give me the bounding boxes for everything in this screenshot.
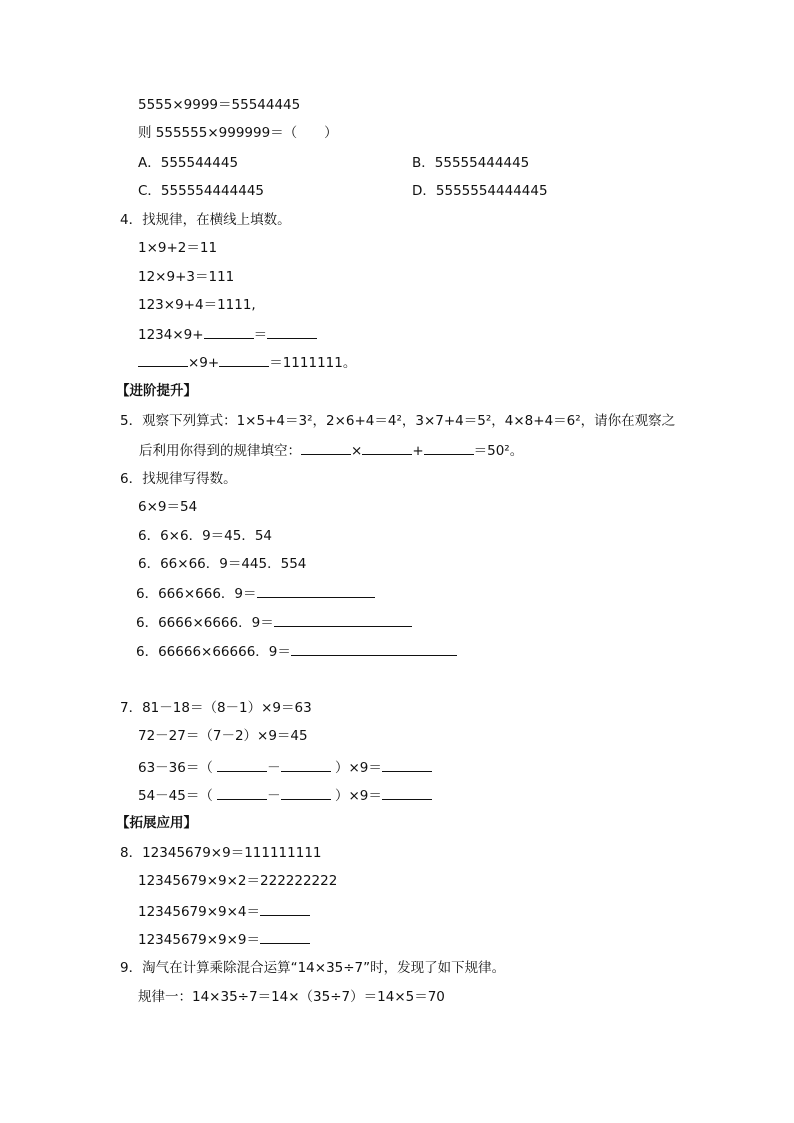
- q3-question: 则 555555×999999＝（ ）: [138, 125, 338, 141]
- answer-blank[interactable]: [260, 902, 310, 916]
- q5-end: ＝50²。: [473, 443, 524, 459]
- q7-fill1-expr: 63－36＝: [138, 760, 200, 776]
- q4-fill1-eq: ＝: [253, 327, 268, 343]
- q5-line-2: [139, 441, 523, 460]
- q9-line-1: 9．淘气在计算乘除混合运算“14×35÷7”时，发现了如下规律。: [120, 960, 506, 976]
- q8-fill-2: [138, 930, 310, 949]
- close-paren-times-nine: ）×9＝: [334, 788, 382, 804]
- open-paren: （: [199, 760, 213, 776]
- answer-blank[interactable]: [424, 441, 474, 455]
- q4-fill1-prefix: 1234×9+: [138, 327, 204, 343]
- q6-title: 6．找规律写得数。: [120, 471, 237, 487]
- answer-blank[interactable]: [217, 786, 267, 800]
- answer-blank[interactable]: [274, 613, 412, 627]
- q5-line2-prefix: 后利用你得到的规律填空：: [139, 443, 301, 459]
- answer-blank[interactable]: [382, 758, 432, 772]
- answer-blank[interactable]: [362, 441, 412, 455]
- q8-line-2: 12345679×9×2＝222222222: [138, 873, 338, 889]
- q8-fill-1: [138, 902, 310, 921]
- q7-fill-1: [138, 758, 432, 777]
- q6-fill-3: [136, 642, 457, 661]
- q3-option-b[interactable]: B．55555444445: [412, 155, 530, 171]
- q8-line-1: 8．12345679×9＝111111111: [120, 845, 322, 861]
- q4-title: 4．找规律，在横线上填数。: [120, 212, 291, 228]
- q6-fill-2: [136, 613, 412, 632]
- q8-fill2-expr: 12345679×9×9＝: [138, 932, 261, 948]
- answer-blank[interactable]: [138, 353, 188, 367]
- q8-fill1-expr: 12345679×9×4＝: [138, 904, 261, 920]
- q7-fill-2: [138, 786, 432, 805]
- close-paren-times-nine: ）×9＝: [334, 760, 382, 776]
- q6-fill3-expr: 6．66666×66666．9＝: [136, 644, 291, 660]
- q3-option-a[interactable]: A．555544445: [138, 155, 239, 171]
- answer-blank[interactable]: [219, 353, 269, 367]
- section-heading-advanced: 【进阶提升】: [116, 383, 197, 399]
- q4-fill2-mid: ×9+: [188, 355, 220, 371]
- q3-option-c[interactable]: C．555554444445: [138, 183, 264, 199]
- q4-fill2-end: ＝1111111。: [269, 355, 357, 371]
- answer-blank[interactable]: [204, 325, 254, 339]
- answer-blank[interactable]: [257, 584, 375, 598]
- answer-blank[interactable]: [217, 758, 267, 772]
- answer-blank[interactable]: [281, 758, 331, 772]
- answer-blank[interactable]: [281, 786, 331, 800]
- section-heading-extension: 【拓展应用】: [116, 815, 197, 831]
- q4-line-3: 123×9+4＝1111,: [138, 297, 256, 313]
- minus-sign: －: [267, 760, 281, 776]
- q6-fill1-expr: 6．666×666．9＝: [136, 586, 257, 602]
- q6-fill2-expr: 6．6666×6666．9＝: [136, 615, 274, 631]
- minus-sign: －: [267, 788, 281, 804]
- q5-plus: +: [412, 443, 424, 459]
- q4-fill-line-1: [138, 325, 317, 344]
- answer-blank[interactable]: [291, 642, 457, 656]
- answer-blank[interactable]: [301, 441, 351, 455]
- q3-given: 5555×9999＝55544445: [138, 97, 301, 113]
- open-paren: （: [199, 788, 213, 804]
- q5-times: ×: [351, 443, 363, 459]
- q7-fill2-expr: 54－45＝: [138, 788, 200, 804]
- q6-line-1: 6×9＝54: [138, 499, 198, 515]
- q9-line-2: 规律一：14×35÷7＝14×（35÷7）＝14×5＝70: [138, 989, 445, 1005]
- answer-blank[interactable]: [267, 325, 317, 339]
- q6-fill-1: [136, 584, 375, 603]
- q6-line-2: 6．6×6．9＝45．54: [138, 528, 273, 544]
- q7-line-2: 72－27＝（7－2）×9＝45: [138, 728, 308, 744]
- q4-fill-line-2: [138, 353, 356, 372]
- answer-blank[interactable]: [382, 786, 432, 800]
- q6-line-3: 6．66×66．9＝445．554: [138, 556, 307, 572]
- q7-line-1: 7．81－18＝（8－1）×9＝63: [120, 700, 312, 716]
- answer-blank[interactable]: [260, 930, 310, 944]
- q3-option-d[interactable]: D．5555554444445: [412, 183, 548, 199]
- q4-line-2: 12×9+3＝111: [138, 269, 235, 285]
- q4-line-1: 1×9+2＝11: [138, 240, 218, 256]
- q5-line-1: 5．观察下列算式：1×5+4＝3²，2×6+4＝4²，3×7+4＝5²，4×8+4＝6²，请你在观察之: [120, 413, 676, 429]
